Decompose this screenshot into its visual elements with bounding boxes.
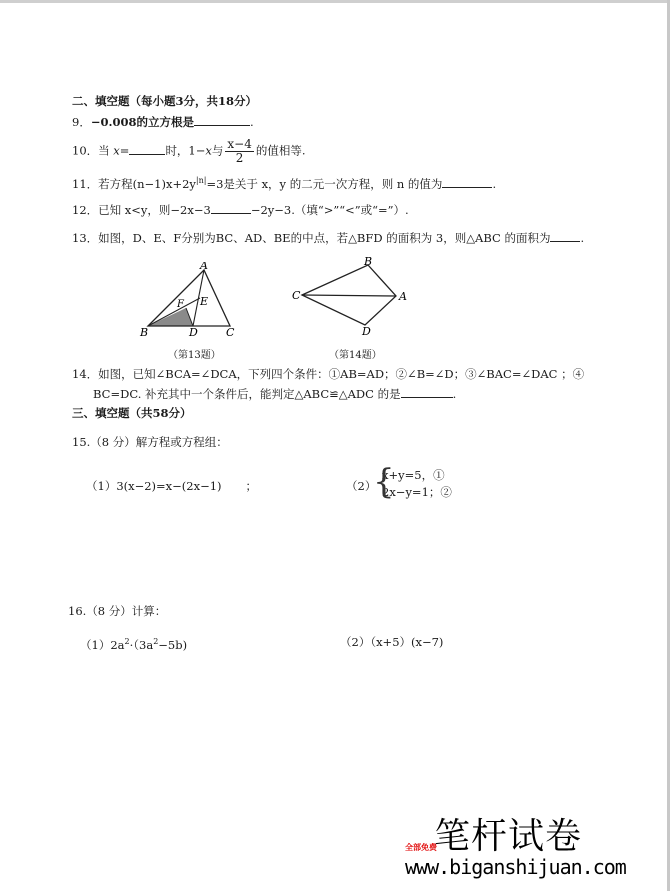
question-12: [72, 201, 409, 218]
fig14-label-d: D: [362, 325, 371, 338]
fig13-label-d: D: [189, 326, 198, 338]
q15-part1-equation: （1）3(x−2)=x−(2x−1): [86, 479, 222, 493]
q16-part1-sup1: 2: [124, 637, 130, 646]
fig13-label-b: B: [140, 326, 149, 338]
q15-title: （8 分）解方程或方程组：: [90, 435, 228, 449]
question-15: [72, 434, 228, 450]
figure-13-caption: （第13题）: [168, 350, 221, 361]
q16-part-1: [80, 634, 187, 653]
q16-number: 16.: [68, 604, 87, 618]
q10-frac-num: x−4: [227, 137, 252, 151]
q10-text-e: 与: [211, 143, 224, 158]
q10-text-f: 的值相等.: [255, 143, 306, 158]
q10-text-c: 时，1−: [165, 143, 206, 158]
q16-title: （8 分）计算：: [86, 604, 167, 618]
q15-eq1: x+y=5，①: [382, 468, 445, 482]
q10-frac-den: 2: [235, 151, 244, 165]
section-2-heading: 二、填空题（每小题3分，共18分）: [72, 94, 258, 108]
q13-number: 13．: [72, 231, 99, 245]
fig13-label-f: F: [177, 299, 184, 310]
q11-text: 若方程(n−1)x+2y: [98, 176, 196, 191]
watermark-url: www.biganshijuan.com: [405, 855, 626, 879]
q15-part1-sep: ；: [245, 479, 258, 493]
q12-answer-blank[interactable]: [211, 201, 251, 214]
question-16: [68, 603, 166, 619]
q9-answer-blank[interactable]: [194, 113, 250, 126]
q15-part-1: [86, 478, 257, 494]
q12-number: 12．: [72, 203, 99, 217]
brace-icon: {: [373, 462, 395, 502]
figure-13-triangle: [138, 262, 248, 338]
q13-text: 如图，D、E、F分别为BC、AD、BE的中点，若△BFD 的面积为 3，则△ABC 的面积为: [98, 231, 551, 245]
q16-part1-b: ·（3a: [129, 637, 154, 652]
q14-answer-blank[interactable]: [401, 385, 453, 398]
q13-end: .: [580, 231, 585, 245]
q10-var-x: x: [113, 143, 120, 158]
q14-number: 14．: [72, 367, 99, 381]
question-11: [72, 173, 496, 192]
question-14-line-2: [93, 385, 456, 402]
watermark-free-label: 全部免费: [405, 843, 437, 852]
q15-part-2-label: （2）: [346, 479, 377, 493]
watermark-title: 笔杆试卷: [434, 816, 583, 857]
question-14-line-1: [72, 366, 584, 382]
q10-answer-blank[interactable]: [129, 142, 165, 155]
question-10: [72, 138, 306, 165]
page-border-top: [0, 0, 670, 3]
fig13-label-e: E: [200, 295, 209, 308]
q10-fraction: [225, 138, 253, 165]
q10-text-b: =: [119, 143, 130, 158]
q15-eq2: 2x−y=1；②: [382, 485, 452, 499]
fig14-label-c: C: [292, 289, 301, 302]
question-9: [72, 113, 254, 130]
q11-text-b: =3是关于 x，y 的二元一次方程，则 n 的值为: [206, 176, 443, 191]
q11-exponent: |n|: [195, 176, 207, 185]
figure-14-quadrilateral: [288, 253, 418, 338]
q11-end: .: [492, 176, 497, 191]
fig13-label-a: A: [200, 262, 208, 272]
q9-end: .: [249, 115, 254, 129]
q15-number: 15.: [72, 435, 91, 449]
figure-14-caption: （第14题）: [329, 350, 382, 361]
q11-answer-blank[interactable]: [442, 175, 492, 188]
question-13: [72, 229, 584, 246]
q13-answer-blank[interactable]: [550, 229, 580, 242]
fig14-label-a: A: [399, 290, 407, 303]
q9-number: 9．: [72, 115, 91, 129]
q16-part-2: （2）（x+5）(x−7): [340, 635, 444, 649]
q14-end: .: [452, 387, 457, 401]
q12-text-b: −2y−3.（填“>”“<”或“=”）.: [250, 203, 409, 217]
q11-number: 11．: [72, 176, 99, 191]
q12-text: 已知 x<y，则−2x−3: [98, 203, 211, 217]
q16-part1-label: （1）: [80, 637, 111, 652]
q16-part1-a: 2a: [110, 637, 125, 652]
q16-part1-sup2: 2: [153, 637, 159, 646]
q10-number: 10．: [72, 143, 99, 158]
q16-part1-c: −5b): [158, 637, 188, 652]
q14-line1: 如图，已知∠BCA=∠DCA，下列四个条件：①AB=AD；②∠B=∠D；③∠BAC=∠DAC ；④: [98, 367, 585, 381]
q15-part-2-system: [373, 462, 452, 502]
q10-text-a: 当: [98, 143, 110, 158]
q10-var-x2: x: [205, 143, 212, 158]
fig13-label-c: C: [226, 326, 235, 338]
fig14-label-b: B: [364, 255, 373, 268]
section-3-heading: 三、填空题（共58分）: [72, 406, 192, 420]
q14-line2: BC=DC. 补充其中一个条件后，能判定△ABC≌△ADC 的是: [93, 387, 401, 401]
q9-text: −0.008的立方根是: [90, 115, 194, 129]
